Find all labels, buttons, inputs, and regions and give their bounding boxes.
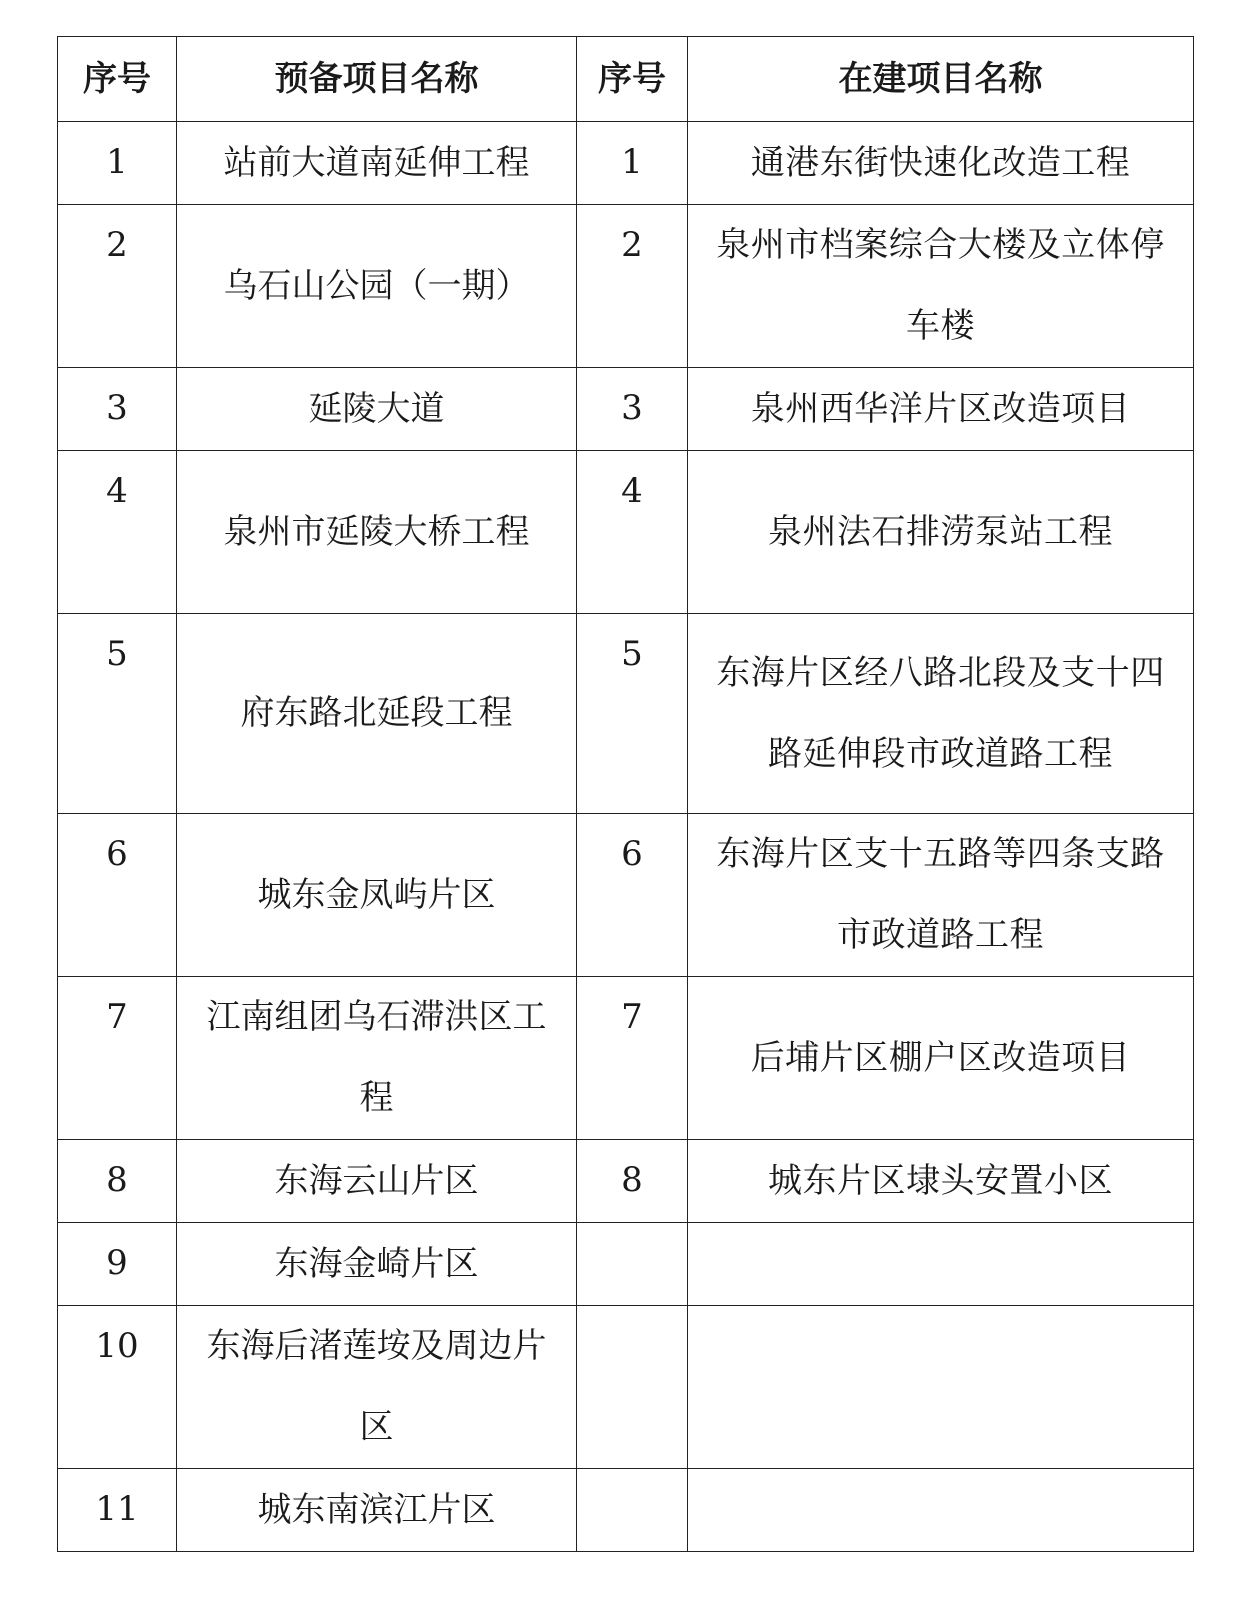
building-project-name: 泉州法石排涝泵站工程 [688, 451, 1194, 614]
table-row [58, 122, 1194, 205]
building-project-name [688, 1469, 1194, 1552]
reserve-project-name: 东海后渚莲垵及周边片区 [177, 1306, 577, 1469]
table-row [58, 1140, 1194, 1223]
table-row [58, 614, 1194, 814]
table-row [58, 1306, 1194, 1469]
reserve-seq: 3 [58, 368, 177, 451]
building-seq [577, 1223, 688, 1306]
building-seq: 8 [577, 1140, 688, 1223]
reserve-seq: 10 [58, 1306, 177, 1469]
table-row [58, 814, 1194, 977]
reserve-project-name: 泉州市延陵大桥工程 [177, 451, 577, 614]
building-seq [577, 1469, 688, 1552]
building-project-name: 城东片区埭头安置小区 [688, 1140, 1194, 1223]
building-seq: 7 [577, 977, 688, 1140]
building-project-name [688, 1223, 1194, 1306]
building-seq: 6 [577, 814, 688, 977]
building-seq: 1 [577, 122, 688, 205]
building-project-name [688, 1306, 1194, 1469]
reserve-seq: 5 [58, 614, 177, 814]
table-row [58, 205, 1194, 368]
building-project-name: 通港东街快速化改造工程 [688, 122, 1194, 205]
reserve-seq: 4 [58, 451, 177, 614]
building-seq [577, 1306, 688, 1469]
building-seq: 5 [577, 614, 688, 814]
building-project-name: 后埔片区棚户区改造项目 [688, 977, 1194, 1140]
reserve-seq: 9 [58, 1223, 177, 1306]
building-seq: 4 [577, 451, 688, 614]
table-row [58, 368, 1194, 451]
table-row [58, 1223, 1194, 1306]
building-seq: 3 [577, 368, 688, 451]
reserve-project-name: 城东南滨江片区 [177, 1469, 577, 1552]
reserve-project-name: 站前大道南延伸工程 [177, 122, 577, 205]
table-row [58, 451, 1194, 614]
reserve-seq: 1 [58, 122, 177, 205]
project-table [57, 36, 1194, 1552]
reserve-seq: 8 [58, 1140, 177, 1223]
header-seq-right: 序号 [577, 37, 688, 122]
building-project-name: 泉州西华洋片区改造项目 [688, 368, 1194, 451]
table-row [58, 977, 1194, 1140]
header-seq-left: 序号 [58, 37, 177, 122]
header-building-project-name: 在建项目名称 [688, 37, 1194, 122]
reserve-project-name: 江南组团乌石滞洪区工程 [177, 977, 577, 1140]
building-project-name: 泉州市档案综合大楼及立体停车楼 [688, 205, 1194, 368]
reserve-project-name: 东海金崎片区 [177, 1223, 577, 1306]
reserve-seq: 7 [58, 977, 177, 1140]
building-project-name: 东海片区经八路北段及支十四路延伸段市政道路工程 [688, 614, 1194, 814]
reserve-project-name: 延陵大道 [177, 368, 577, 451]
header-reserve-project-name: 预备项目名称 [177, 37, 577, 122]
reserve-project-name: 乌石山公园（一期） [177, 205, 577, 368]
reserve-project-name: 东海云山片区 [177, 1140, 577, 1223]
table-row [58, 1469, 1194, 1552]
reserve-seq: 2 [58, 205, 177, 368]
reserve-seq: 11 [58, 1469, 177, 1552]
building-project-name: 东海片区支十五路等四条支路市政道路工程 [688, 814, 1194, 977]
building-seq: 2 [577, 205, 688, 368]
reserve-project-name: 城东金凤屿片区 [177, 814, 577, 977]
reserve-seq: 6 [58, 814, 177, 977]
reserve-project-name: 府东路北延段工程 [177, 614, 577, 814]
header-row [58, 37, 1194, 122]
